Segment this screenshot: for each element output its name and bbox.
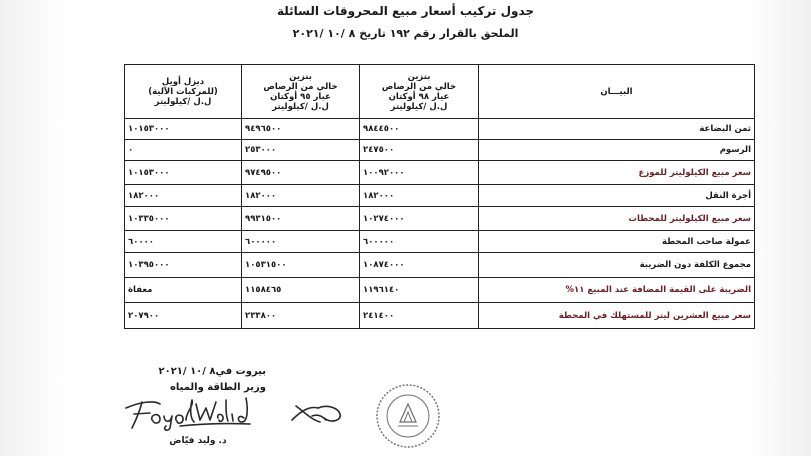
column-header-description: [479, 65, 755, 119]
price-gasoline-98: ١٠٠٩٢٠٠٠: [360, 161, 479, 185]
row-label: مجموع الكلفة دون الضريبة: [479, 253, 755, 278]
price-diesel: معفاة: [125, 278, 242, 303]
handwritten-initials-icon: [288, 398, 348, 428]
price-gasoline-98: ٦٠٠٠٠٠: [360, 231, 479, 253]
row-label: الرسوم: [479, 140, 755, 161]
header-line: عيار ٩٥ أوكتان: [270, 91, 331, 102]
price-diesel: ١٠١٥٣٠٠٠: [125, 119, 242, 140]
row-label: عمولة صاحب المحطة: [479, 231, 755, 253]
table-row: [125, 119, 755, 140]
price-gasoline-98: ٢٤١٤٠٠: [360, 303, 479, 329]
table-row: [125, 140, 755, 161]
price-gasoline-95: ٩٤٩٦٥٠٠: [242, 119, 360, 140]
header-line: عيار ٩٨ أوكتان: [388, 91, 450, 102]
table-row: [125, 161, 755, 185]
table-row: [125, 278, 755, 303]
price-gasoline-95: ٩٩٣١٥٠٠: [242, 207, 360, 231]
header-line: خالي من الرصاص: [381, 81, 457, 92]
price-diesel: ٦٠٠٠٠: [125, 231, 242, 253]
price-gasoline-95: ٢٥٣٠٠٠: [242, 140, 360, 161]
table-row: [125, 253, 755, 278]
price-gasoline-98: ١١٩٦١٤٠: [360, 278, 479, 303]
header-line: (للمركبات الآلية): [148, 86, 218, 97]
price-diesel: ٢٠٧٩٠٠: [125, 303, 242, 329]
handwritten-signature-icon: [120, 394, 260, 432]
ministry-seal-icon: [374, 382, 442, 450]
price-diesel: ١٨٢٠٠٠: [125, 185, 242, 207]
price-gasoline-95: ١١٥٨٤٦٥: [242, 278, 360, 303]
row-label: ثمن البضاعة: [479, 119, 755, 140]
table-row: [125, 185, 755, 207]
header-line: ل.ل /كيلوليتر: [154, 96, 212, 107]
header-line: بنزين: [407, 71, 431, 82]
table-row: [125, 207, 755, 231]
price-gasoline-98: ١٠٢٧٤٠٠٠: [360, 207, 479, 231]
price-gasoline-95: ٦٠٠٠٠٠: [242, 231, 360, 253]
header-line: ل.ل /كيلوليتر: [390, 101, 448, 112]
price-gasoline-95: ٩٧٤٩٥٠٠: [242, 161, 360, 185]
minister-name: د. وليد فيّاض: [169, 436, 227, 446]
table-row: [125, 231, 755, 253]
header-line: ل.ل /كيلوليتر: [272, 101, 329, 112]
price-gasoline-95: ١٠٥٣١٥٠٠: [242, 253, 360, 278]
header-line: بنزين: [289, 71, 312, 82]
header-line: ديزل أويل: [161, 76, 205, 87]
fuel-price-table: [124, 64, 755, 329]
price-diesel: ١٠٣٩٥٠٠٠: [125, 253, 242, 278]
price-diesel: ١٠١٥٣٠٠٠: [125, 161, 242, 185]
document-subtitle: الملحق بالقرار رقم ١٩٢ تاريخ ٨ /١٠ /٢٠٢١: [292, 27, 519, 40]
row-label: أجرة النقل: [479, 185, 755, 207]
row-label: سعر مبيع العشرين ليتر للمستهلك في المحطة: [479, 303, 755, 329]
price-gasoline-98: ٢٤٧٥٠٠: [360, 140, 479, 161]
price-gasoline-95: ١٨٢٠٠٠: [242, 185, 360, 207]
row-label: الضريبة على القيمة المضافة عند المبيع ١١%: [479, 278, 755, 303]
table-row: [125, 303, 755, 329]
price-gasoline-98: ١٠٨٧٤٠٠٠: [360, 253, 479, 278]
row-label: سعر مبيع الكيلوليتر للموزع: [479, 161, 755, 185]
row-label: سعر مبيع الكيلوليتر للمحطات: [479, 207, 755, 231]
price-gasoline-95: ٢٣٣٨٠٠: [242, 303, 360, 329]
price-diesel: ١٠٣٣٥٠٠٠: [125, 207, 242, 231]
table-header-row: [125, 65, 755, 119]
price-diesel: ٠: [125, 140, 242, 161]
column-header-gasoline-95: [242, 65, 360, 119]
price-gasoline-98: ٩٨٤٤٥٠٠: [360, 119, 479, 140]
minister-title: وزير الطاقة والمياه: [169, 382, 266, 393]
place-date: بيروت في٨ /١٠ /٢٠٢١: [158, 366, 266, 377]
column-header-gasoline-98: [360, 65, 479, 119]
document-title: جدول تركيب أسعار مبيع المحروقات السائلة: [276, 4, 535, 18]
header-line: البيـــان: [600, 86, 633, 97]
header-line: خالي من الرصاص: [263, 81, 338, 92]
column-header-diesel: [125, 65, 242, 119]
price-gasoline-98: ١٨٢٠٠٠: [360, 185, 479, 207]
